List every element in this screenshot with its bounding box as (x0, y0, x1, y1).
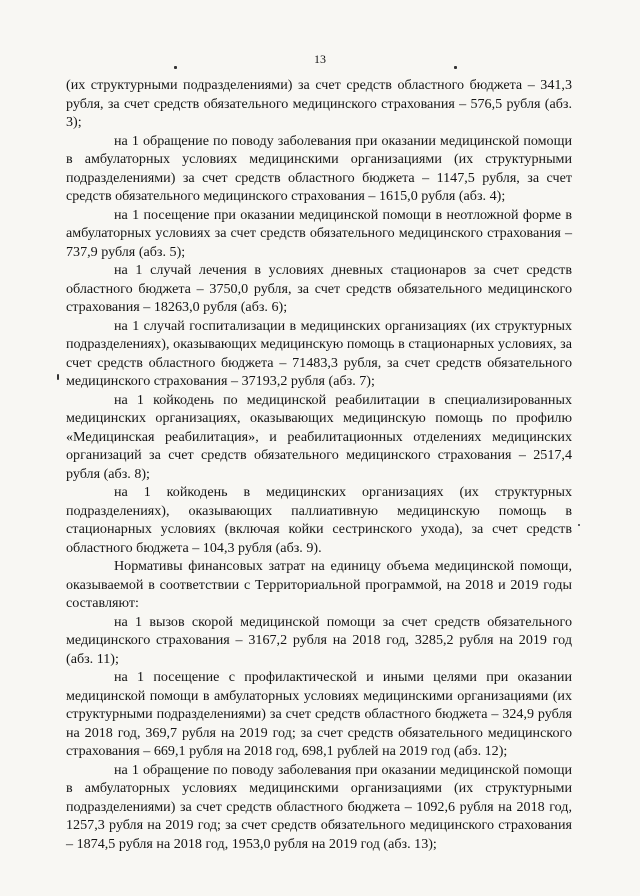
scan-speck (578, 524, 580, 526)
paragraph-2: на 1 обращение по поводу заболевания при оказании медицинской помощи в амбулаторных условиях медицинскими организациями (их структурными подразделениями) за счет средств областного бюджета – 1147,5 рубля, за счет средств обязательного медицинского страхования – 1615,0 рубля (абз. 4); (66, 132, 572, 204)
page-number: 13 (314, 52, 326, 66)
scan-speck (174, 66, 177, 69)
paragraph-5: на 1 случай госпитализации в медицинских организациях (их структурных подразделениях), оказывающих медицинскую помощь в стационарных условиях, за счет средств областного бюджета – 71483,3 рубля, за счет средств обязательного медицинского страхования – 37193,2 рубля (абз. 7); (66, 317, 572, 389)
paragraph-9: на 1 вызов скорой медицинской помощи за счет средств обязательного медицинского страхования – 3167,2 рубля на 2018 год, 3285,2 рубля на 2019 год (абз. 11); (66, 613, 572, 667)
scan-speck (454, 66, 457, 69)
paragraph-3: на 1 посещение при оказании медицинской помощи в неотложной форме в амбулаторных условиях за счет средств обязательного медицинского страхования – 737,9 рубля (абз. 5); (66, 206, 572, 260)
paragraph-6: на 1 койкодень по медицинской реабилитации в специализированных медицинских организациях, оказывающих медицинскую помощь по профилю «Медицинская реабилитация», и реабилитационных отделениях медицинских организаций за счет средств обязательного медицинского страхования – 2517,4 рубля (абз. 8); (66, 391, 572, 482)
paragraph-11: на 1 обращение по поводу заболевания при оказании медицинской помощи в амбулаторных условиях медицинскими организациями (их структурными подразделениями) за счет средств областного бюджета – 1092,6 рубля на 2018 год, 1257,3 рубля на 2019 год; за счет средств обязательного медицинского страхования – 1874,5 рубля на 2018 год, 1953,0 рубля на 2019 год (абз. 13); (66, 761, 572, 852)
paragraph-8: Нормативы финансовых затрат на единицу объема медицинской помощи, оказываемой в соответствии с Территориальной программой, на 2018 и 2019 годы составляют: (66, 558, 572, 611)
paragraph-4: на 1 случай лечения в условиях дневных стационаров за счет средств областного бюджета – 3750,0 рубля, за счет средств обязательного медицинского страхования – 18263,0 рубля (абз. 6); (66, 262, 572, 315)
paragraph-1: (их структурными подразделениями) за счет средств областного бюджета – 341,3 рубля, за счет средств обязательного медицинского страхования – 576,5 рубля (абз. 3); (66, 77, 572, 130)
paragraph-10: на 1 посещение с профилактической и иными целями при оказании медицинской помощи в амбулаторных условиях медицинскими организациями (их структурными подразделениями) за счет средств областного бюджета – 324,9 рубля на 2018 год, 369,7 рубля на 2019 год; за счет средств обязательного медицинского страхования – 669,1 рубля на 2018 год, 698,1 рублей на 2019 год (абз. 12); (66, 669, 572, 759)
scan-speck (57, 374, 59, 380)
body-text (66, 76, 572, 853)
paragraph-7: на 1 койкодень в медицинских организациях (их структурных подразделениях), оказывающих паллиативную медицинскую помощь в стационарных условиях (включая койки сестринского ухода), за счет средств областного бюджета – 104,3 рубля (абз. 9). (66, 484, 572, 556)
